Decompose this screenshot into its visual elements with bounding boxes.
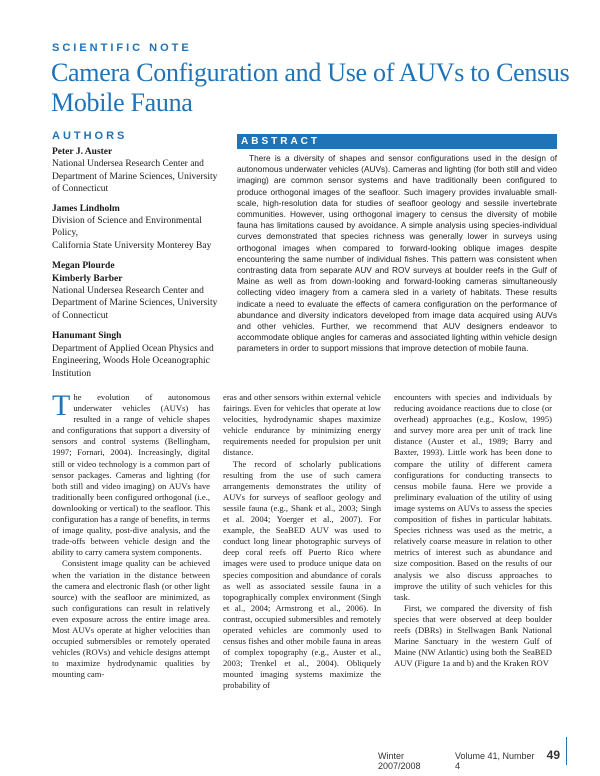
article-title: Camera Configuration and Use of AUVs to Census Mobile Fauna: [51, 58, 570, 117]
body-column-2: [223, 392, 381, 737]
author-affiliation: National Undersea Research Center and: [52, 159, 204, 170]
author-name: Kimberly Barber: [52, 273, 123, 284]
author-name: Megan Plourde: [52, 261, 115, 272]
author-affiliation: Institution: [52, 368, 92, 379]
author-affiliation: Division of Science and Environmental Policy,: [52, 216, 202, 239]
author-affiliation: of Connecticut: [52, 310, 109, 321]
author-affiliation: National Undersea Research Center and: [52, 286, 204, 297]
body-paragraph: First, we compared the diversity of fish species that were observed at deep boulder reefs (DBRs) in Stellwagen Bank National Marine Sanctuary in the western Gulf of Maine (NW Atlantic) using both the SeaBED AUV (Figure 1a and b) and the Kraken ROV: [394, 602, 552, 669]
body-paragraph: encounters with species and individuals by reducing avoidance reactions due to close (or overhead) approaches (e.g., Koslow, 1995) and survey more area per unit of track line distance (Auster et al., 1989; Barry and Baxter, 1993). Little work has been done to compare the utility of different camera configurations for conducting transects to census mobile fauna. Here we provide a preliminary evaluation of the utility of using image systems on AUVs to assess the species composition of fishes in particular habitats. Species richness was used as the metric, a relatively coarse measure in relation to other metrics of interest such as abundance and size composition. Based on the results of our analysis we also discuss approaches to improve the utility of such vehicles for this task.: [394, 392, 552, 602]
author-entry: [52, 146, 230, 196]
author-entry: [52, 330, 230, 380]
author-affiliation: Department of Marine Sciences, University: [52, 171, 218, 182]
author-entry: [52, 203, 230, 253]
author-affiliation: Department of Marine Sciences, University: [52, 298, 218, 309]
authors-list: [52, 146, 230, 388]
author-affiliation: of Connecticut: [52, 184, 109, 195]
abstract-text: There is a diversity of shapes and sensor configurations used in the design of autonomous underwater vehicles (AUVs). Cameras and lighting (for both still and video imaging) are common sensor systems and have traditionally been configured to produce orthogonal images of the seafloor. Such imagery provides invaluable small-scale, high-resolution data for studies of seafloor geology and sessile invertebrate communities. However, using orthogonal imagery to census the diversity of mobile fauna has limitations caused by avoidance. A simple analysis using species-individual curves demonstrated that species richness was generally lower in surveys using orthogonal images when compared to forward-looking oblique images despite encountering the same number of individual fishes. This pattern was consistent when contrasting data from separate AUV and ROV surveys at boulder reefs in the Gulf of Maine as well as from down-looking and forward-looking cameras simultaneously collecting video imagery from a camera sled in a variety of habitats. These results indicate a need to evaluate the effects of camera configuration on the performance of abundance and diversity indicators developed from image data acquired using AUVs and other vehicles. Further, we recommend that AUV designers endeavor to accommodate oblique angles for cameras and associated lighting within vehicle design parameters in order to support missions that improve detection of mobile fauna.: [237, 153, 557, 354]
author-name: James Lindholm: [52, 203, 120, 214]
body-paragraph: eras and other sensors within external vehicle fairings. Even for vehicles that operate at low velocities, hydrodynamic shapes maximize vehicle endurance by minimizing energy requirements needed for propulsion per unit distance.: [223, 392, 381, 458]
drop-cap: T: [52, 392, 71, 422]
author-name: Hanumant Singh: [52, 331, 122, 342]
body-paragraph: The record of scholarly publications resulting from the use of such camera arrangements demonstrates the utility of AUVs for surveys of seafloor geology and sessile fauna (e.g., Shank et al., 2003; Singh et al. 2004; Yoerger et al., 2007). For example, the SeaBED AUV was used to conduct long linear photographic surveys of deep coral reefs off Puerto Rico where images were used to produce unique data on species composition and abundance of corals as well as associated sessile fauna in a topographically complex environment (Singh et al., 2004; Armstrong et al., 2006). In contrast, occupied submersibles and remotely operated vehicles are commonly used to census fishes and other mobile fauna in areas of complex topography (e.g., Auster et al., 2003; Trenkel et al., 2004). Obliquely mounted imaging systems maximize the probability of: [223, 458, 381, 691]
author-affiliation: Engineering, Woods Hole Oceanographic: [52, 356, 210, 367]
author-entry: [52, 273, 230, 323]
paragraph-text: he evolution of autonomous underwater vehicles (AUVs) has resulted in a range of vehicle shapes and configurations that support a diversity of sensors and control systems (Bellingham, 1997; Fornari, 2004). Increasingly, digital still or video technology is a common part of sensor packages. Cameras and lighting (for both still and video imaging) on AUVs have traditionally been configured orthogonal (i.e., downlooking or vertical) to the seafloor. This configuration has a range of benefits, in terms of image quality, post-dive analysis, and the trade-offs between vehicle design and the ability to carry camera system components.: [52, 392, 210, 558]
section-kicker: SCIENTIFIC NOTE: [52, 42, 192, 54]
author-affiliation: California State University Monterey Bay: [52, 240, 212, 251]
abstract-block: [237, 134, 557, 355]
volume-number: Volume 41, Number 4: [455, 751, 535, 771]
page-footer: [378, 748, 560, 771]
footer-rule: [566, 737, 567, 765]
body-paragraph: [52, 392, 210, 558]
authors-heading: AUTHORS: [52, 130, 128, 142]
body-paragraph: Consistent image quality can be achieved when the variation in the distance between the camera and electronic flash (or other light source) with the seafloor are minimized, as such configurations can result in relatively even exposure across the entire image area. Most AUVs operate at higher velocities than occupied submersibles or remotely operated vehicles (ROVs) and vehicle designs attempt to maximize hydrodynamic qualities by mounting cam-: [52, 558, 210, 680]
issue-date: Winter 2007/2008: [378, 751, 421, 771]
body-column-3: [394, 392, 552, 737]
page-number: 49: [546, 748, 560, 762]
author-affiliation: Department of Applied Ocean Physics and: [52, 343, 214, 354]
body-column-1: [52, 392, 210, 737]
body-columns: [52, 392, 552, 737]
abstract-heading: ABSTRACT: [237, 134, 557, 149]
author-entry: [52, 260, 230, 272]
author-name: Peter J. Auster: [52, 147, 113, 157]
